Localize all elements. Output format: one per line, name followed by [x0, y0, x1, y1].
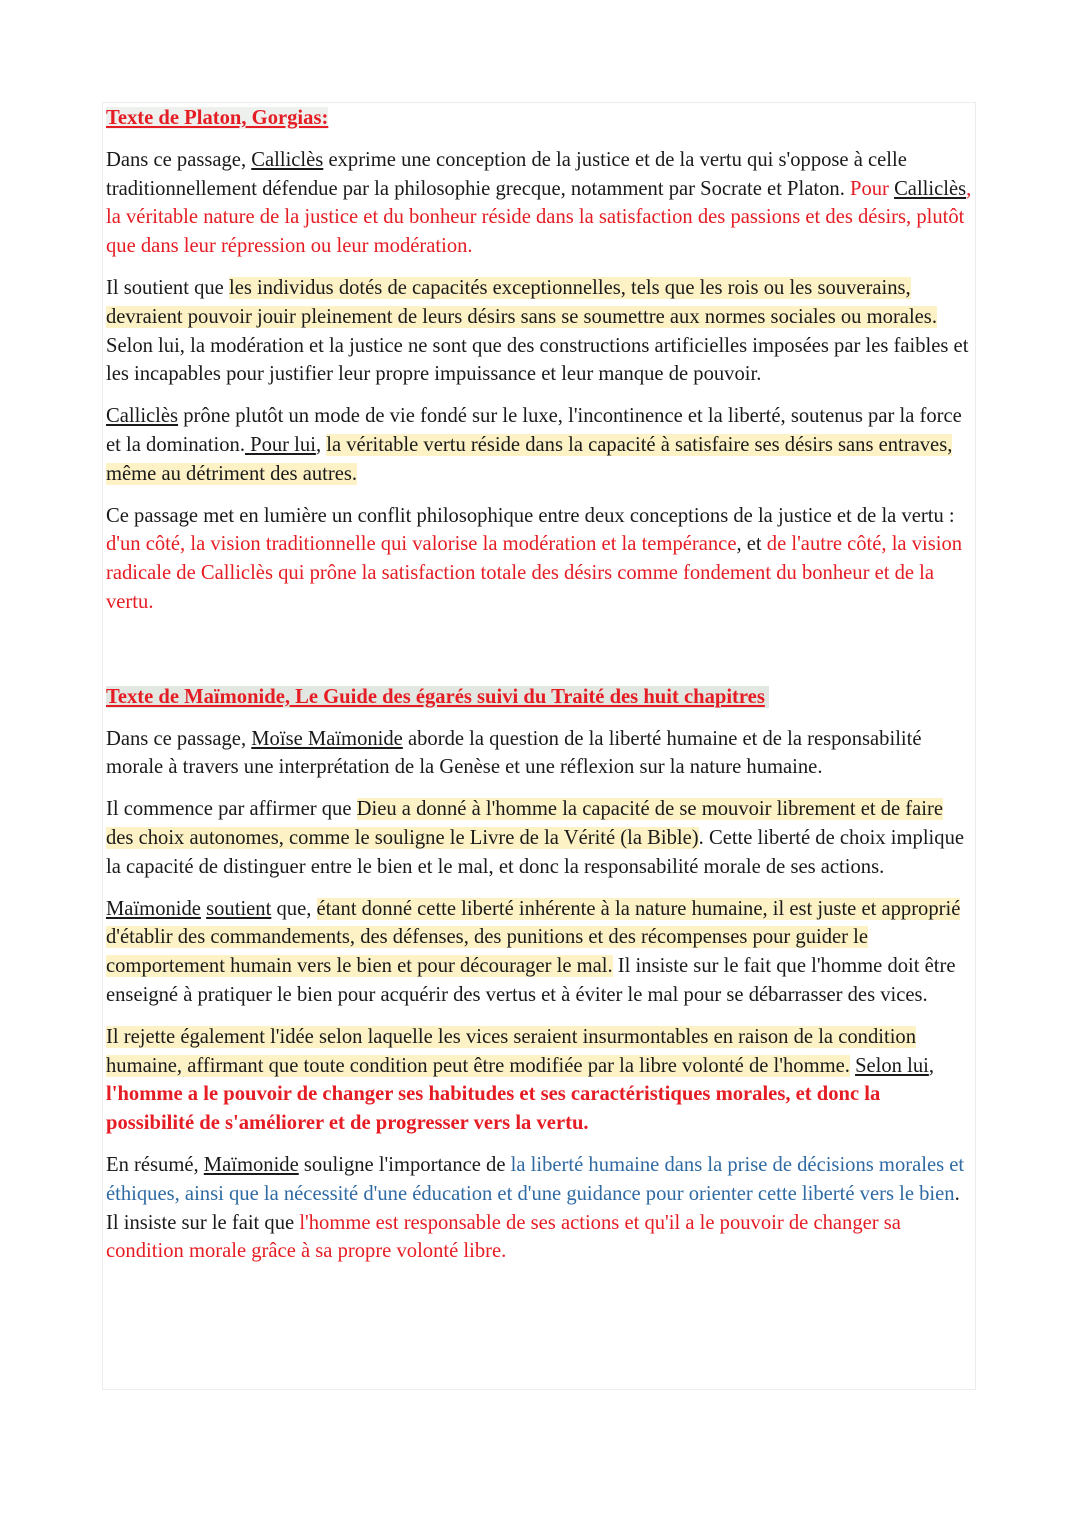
text-run: En résumé, [106, 1153, 204, 1176]
section-heading-maimonide [106, 683, 972, 712]
heading-text: Texte de Maïmonide, Le Guide des égarés suivi du Traité des huit chapitres [106, 686, 769, 708]
underlined-name: Calliclès [251, 148, 324, 171]
text-run: Ce passage met en lumière un conflit philosophique entre deux conceptions de la justice et de la vertu : [106, 504, 955, 527]
underlined-name: Maïmonide [203, 1153, 299, 1176]
red-text: , la véritable nature de la justice et du bonheur réside dans la satisfaction des passions et des désirs, plutôt que dans leur répression ou leur modération. [106, 177, 972, 258]
text-run: prône plutôt un mode de vie fondé sur le luxe, l'incontinence et la liberté, soutenus par la force et la domination. [106, 405, 962, 456]
paragraph [106, 402, 972, 488]
underlined-name: Calliclès [894, 177, 967, 200]
underlined-text: Pour lui [244, 433, 316, 456]
text-run: Il soutient que [106, 276, 229, 299]
text-run: Il commence par affirmer que [106, 798, 357, 821]
underlined-name: Maïmonide [106, 897, 201, 920]
highlighted-text: Dieu a donné à l'homme la capacité de se mouvoir librement et de faire des choix autonomes, comme le souligne le Livre de la Vérité (la Bible) [106, 798, 944, 849]
document-content [106, 104, 972, 1266]
bold-red-text: l'homme a le pouvoir de changer ses habitudes et ses caractéristiques morales, et donc la possibilité de s'améliorer et de progresser vers la vertu. [106, 1083, 881, 1135]
paragraph [106, 895, 972, 1010]
red-text: Pour [850, 177, 895, 200]
paragraph [106, 274, 972, 389]
section-heading-platon [106, 104, 972, 133]
underlined-name: Moïse Maïmonide [251, 727, 403, 750]
text-run: Dans ce passage, [106, 727, 252, 750]
text-run: que, [271, 897, 317, 920]
underlined-text: Selon lui [855, 1054, 929, 1077]
text-run: exprime une conception de la justice et de la vertu qui s'oppose à celle traditionnellement défendue par la philosophie grecque, notamment par Socrate et Platon. [106, 148, 907, 200]
text-run: aborde la question de la liberté humaine et de la responsabilité morale à travers une interprétation de la Genèse et une réflexion sur la nature humaine. [106, 727, 922, 779]
heading-text: Texte de Platon, Gorgias: [106, 107, 329, 129]
text-run: , [928, 1054, 935, 1077]
red-text: l'homme est responsable de ses actions et qu'il a le pouvoir de changer sa condition morale grâce à sa propre volonté libre. [106, 1211, 901, 1263]
paragraph [106, 725, 972, 783]
highlighted-text: les individus dotés de capacités exceptionnelles, tels que les rois ou les souverains, devraient pouvoir jouir pleinement de leurs désirs sans se soumettre aux normes sociales ou morales. [106, 276, 937, 328]
text-run: . Cette liberté de choix implique la capacité de distinguer entre le bien et le mal, et donc la responsabilité morale de ses actions. [106, 826, 965, 878]
paragraph [106, 502, 972, 617]
red-text: de l'autre côté, la vision radicale de Calliclès qui prône la satisfaction totale des désirs comme fondement du bonheur et de la vertu. [106, 533, 963, 613]
underlined-text: soutient [206, 897, 272, 920]
text-run: . Il insiste sur le fait que [106, 1182, 960, 1234]
text-run: Il insiste sur le fait que l'homme doit être enseigné à pratiquer le bien pour acquérir des vertus et à éviter le mal pour se débarrasser des vices. [106, 955, 956, 1006]
text-run: , [315, 433, 327, 456]
highlighted-text: Il rejette également l'idée selon laquelle les vices seraient insurmontables en raison de la condition humaine, affirmant que toute condition peut être modifiée par la libre volonté de l'homme. [106, 1025, 917, 1077]
paragraph [106, 1151, 972, 1266]
highlighted-text: étant donné cette liberté inhérente à la nature humaine, il est juste et approprié d'établir des commandements, des défenses, des punitions et des récompenses pour guider le comportement humain vers le bien et pour décourager le mal. [106, 897, 961, 978]
text-run: Selon lui, la modération et la justice ne sont que des constructions artificielles imposées par les faibles et les incapables pour justifier leur propre impuissance et leur manque de pouvoir. [106, 334, 969, 386]
red-text: d'un côté, la vision traditionnelle qui valorise la modération et la tempérance [106, 533, 737, 556]
blue-text: la liberté humaine dans la prise de décisions morales et éthiques, ainsi que la nécessité d'une éducation et d'une guidance pour orienter cette liberté vers le bien [106, 1153, 965, 1205]
paragraph [106, 1023, 972, 1138]
paragraph [106, 795, 972, 881]
highlighted-text: la véritable vertu réside dans la capacité à satisfaire ses désirs sans entraves, même au détriment des autres. [106, 433, 953, 485]
text-run: , et [736, 533, 767, 556]
text-run: Dans ce passage, [106, 148, 252, 171]
underlined-name: Calliclès [106, 405, 179, 428]
text-run: souligne l'importance de [298, 1153, 511, 1176]
paragraph [106, 146, 972, 261]
